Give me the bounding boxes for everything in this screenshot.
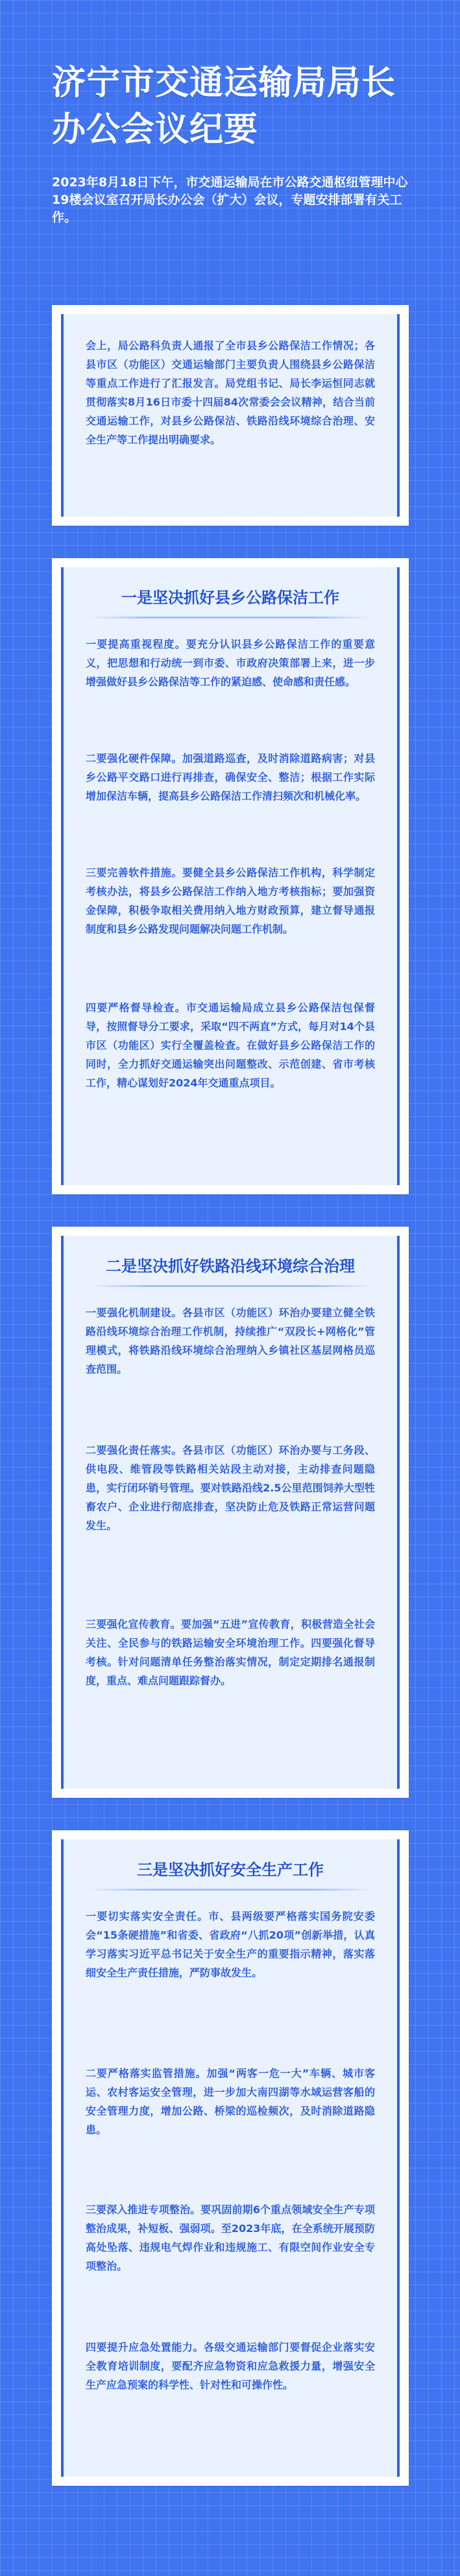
intro-text: 会上，局公路科负责人通报了全市县乡公路保洁工作情况；各县市区（功能区）交通运输部门主要负责人围绕县乡公路保洁等重点工作进行了汇报发言。局党组书记、局长李运恒同志就贯彻落实8月16日市委十四届84次常委会会议精神，结合当前交通运输工作，对县乡公路保洁、铁路沿线环境综合治理、安全生产等工作提出明确要求。 xyxy=(86,339,375,446)
section-card-3-inner xyxy=(61,1839,400,2477)
section-heading-1: 一是坚决抓好县乡公路保洁工作 xyxy=(121,589,339,607)
section-card-3 xyxy=(52,1830,409,2486)
section-3-paragraph-1: 一要切实落实安全责任。市、县两级要严格落实国务院安委会“15条硬措施”和省委、省政府“八抓20项”创新举措，认真学习落实习近平总书记关于安全生产的重要指示精神，落实落细安全生产责任措施，严防事故发生。 xyxy=(86,1910,375,1979)
lead-paragraph: 2023年8月18日下午，市交通运输局在市公路交通枢纽管理中心19楼会议室召开局长办公会（扩大）会议，专题安排部署有关工作。 xyxy=(52,175,408,225)
section-1-paragraph-4: 四要严格督导检查。市交通运输局成立县乡公路保洁包保督导，按照督导分工要求，采取“四不两直”方式，每月对14个县市区（功能区）实行全覆盖检查。在做好县乡公路保洁工作的同时，全力抓好交通运输突出问题整改、示范创建、省市考核工作，精心谋划好2024年交通重点项目。 xyxy=(86,1001,375,1089)
section-3-paragraph-3: 三要深入推进专项整治。要巩固前期6个重点领域安全生产专项整治成果，补短板、强弱项。至2023年底，在全系统开展预防高处坠落、违规电气焊作业和违规施工、有限空间作业安全专项整治。 xyxy=(86,2203,375,2272)
section-2-paragraph-1: 一要强化机制建设。各县市区（功能区）环治办要建立健全铁路沿线环境综合治理工作机制，持续推广“双段长+网格化”管理模式，将铁路沿线环境综合治理纳入乡镇社区基层网格员巡查范围。 xyxy=(86,1306,375,1375)
section-card-2 xyxy=(52,1227,409,1798)
section-heading-underline xyxy=(90,1889,371,1891)
section-2-paragraph-3: 三要强化宣传教育。要加强“五进”宣传教育，积极营造全社会关注、全民参与的铁路运输安全环境治理工作。四要强化督导考核。针对问题清单任务整治落实情况，制定定期排名通报制度，重点、难点问题跟踪督办。 xyxy=(86,1618,375,1687)
section-1-paragraph-1: 一要提高重视程度。要充分认识县乡公路保洁工作的重要意义，把思想和行动统一到市委、市政府决策部署上来，进一步增强做好县乡公路保洁等工作的紧迫感、使命感和责任感。 xyxy=(86,638,375,688)
header xyxy=(0,0,460,273)
intro-card xyxy=(52,305,409,526)
section-card-1 xyxy=(52,558,409,1194)
section-2-paragraph-2: 二要强化责任落实。各县市区（功能区）环治办要与工务段、供电段、维管段等铁路相关站段主动对接，主动排查问题隐患，实行闭环销号管理。要对铁路沿线2.5公里范围饲养大型牲畜农户、企业进行彻底排查，坚决防止危及铁路正常运营问题发生。 xyxy=(86,1444,375,1532)
section-card-2-inner xyxy=(61,1236,400,1789)
section-3-paragraph-4: 四要提升应急处置能力。各级交通运输部门要督促企业落实安全教育培训制度，要配齐应急物资和应急救援力量，增强安全生产应急预案的科学性、针对性和可操作性。 xyxy=(86,2341,375,2391)
section-heading-2: 二是坚决抓好铁路沿线环境综合治理 xyxy=(106,1257,355,1275)
section-3-paragraph-2: 二要严格落实监管措施。加强“两客一危一大”车辆、城市客运、农村客运安全管理，进一步加大南四湖等水域运营客船的安全管理力度，增加公路、桥梁的巡检频次，及时消除道路隐患。 xyxy=(86,2067,375,2136)
section-1-paragraph-3: 三要完善软件措施。要健全县乡公路保洁工作机构，科学制定考核办法，将县乡公路保洁工作纳入地方考核指标；要加强资金保障，积极争取相关费用纳入地方财政预算，建立督导通报制度和县乡公路发现问题解决问题工作机制。 xyxy=(86,866,375,935)
section-heading-underline xyxy=(90,1285,371,1287)
section-heading-3: 三是坚决抓好安全生产工作 xyxy=(137,1861,324,1879)
page-title: 济宁市交通运输局局长办公会议纪要 xyxy=(52,64,396,149)
intro-card-inner xyxy=(61,314,400,517)
section-card-1-inner xyxy=(61,567,400,1185)
section-1-paragraph-2: 二要强化硬件保障。加强道路巡查，及时消除道路病害；对县乡公路平交路口进行再排查，确保安全、整洁；根据工作实际增加保洁车辆，提高县乡公路保洁工作清扫频次和机械化率。 xyxy=(86,752,375,802)
section-heading-underline xyxy=(90,617,371,619)
